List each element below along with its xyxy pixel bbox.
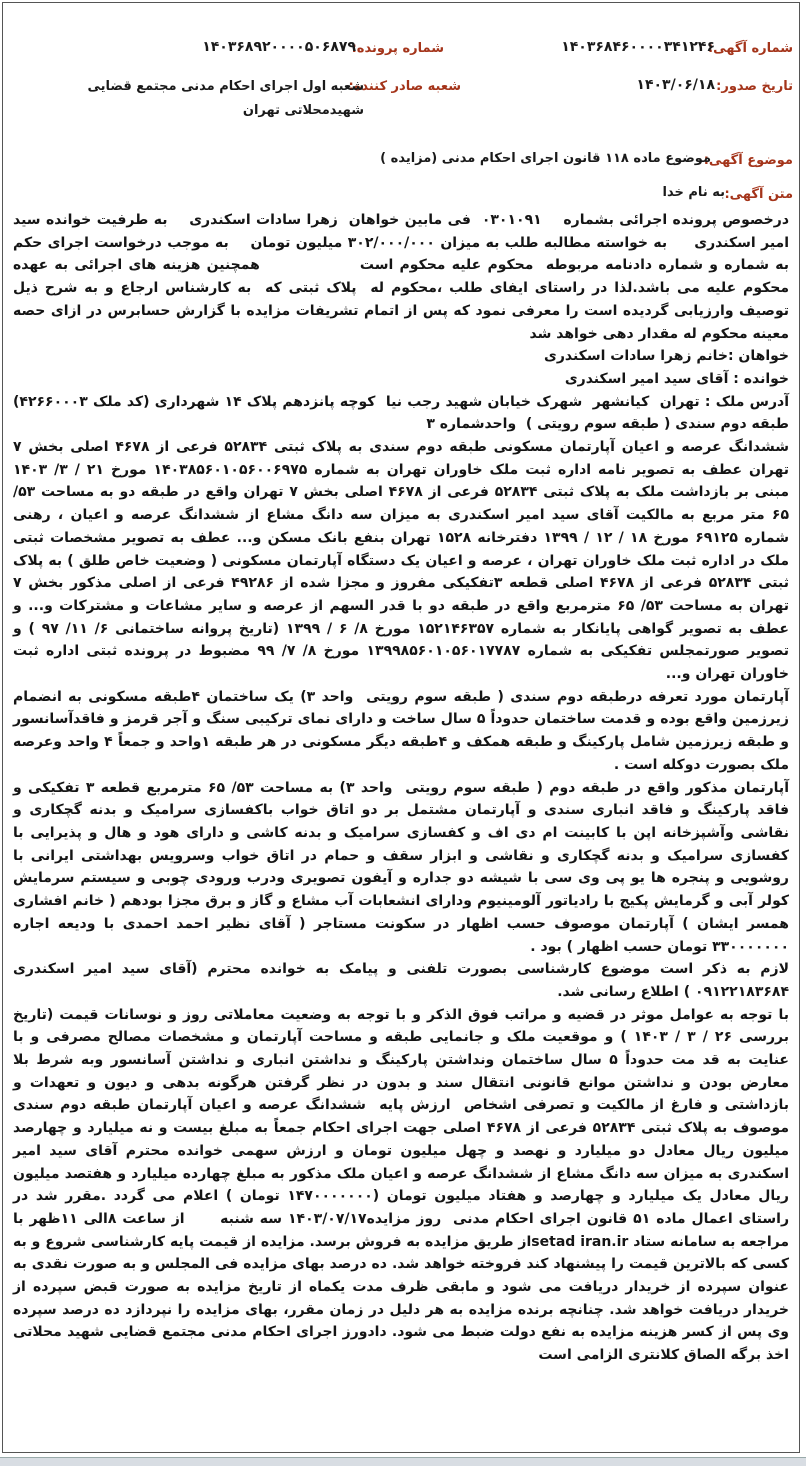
case-number: ۱۴۰۳۶۸۹۲۰۰۰۰۵۰۶۸۷۹ xyxy=(202,39,356,55)
paragraph-address: آدرس ملک : تهران کیانشهر شهرک خیابان شهید رجب نیا کوچه پانزدهم پلاک ۱۴ شهرداری (کد ملک ۴۲۶۶۰۰۰۳) طبقه دوم سندی ( طبقه سوم رویتی ) واحدشماره ۳ xyxy=(8,393,790,433)
issuer-label: شعبه صادر کننده: xyxy=(348,79,461,94)
issue-date-label: تاریخ صدور: xyxy=(716,79,793,94)
issuer-value: شعبه اول اجرای احکام مدنی مجتمع قضایی شهیدمحلاتی تهران xyxy=(87,79,364,118)
subject-value: موضوع ماده ۱۱۸ قانون اجرای احکام مدنی (مزایده ) xyxy=(380,151,711,166)
opening-line: به نام خدا xyxy=(662,185,725,200)
subject-label: موضوع آگهی: xyxy=(703,153,793,168)
paragraph-apartment: آپارتمان مذکور واقع در طبقه دوم ( طبقه سوم رویتی واحد ۳) به مساحت ۵۳/ ۶۵ مترمربع قطعه ۳ تفکیکی و فاقد پارکینگ و فاقد انباری سندی و آپارتمان مشتمل بر دو اتاق خواب باکفسازی سرامیک و بدنه گچکاری و نقاشی وآشپزخانه اپن با کابینت ام دی اف و کفسازی سرامیک و بدنه کاشی و دارای هود و هال و پذیرایی با کفسازی سرامیک و بدنه گچکاری و نقاشی و ابزار سقف و حمام در اتاق خواب وسرویس بهداشتی ایرانی با روشویی و پنجره ها یو پی وی سی با شیشه دو جداره و آیفون تصویری ودرب ورودی چوبی و سیستم سرمایش کولر آبی و گرمایش پکیج با رادیاتور آلومینیوم ودارای انشعابات آب مشاع و گاز و برق مجزا بودهم ( خانم افشاری همسر ایشان ) آپارتمان موصوف حسب اظهار در سکونت مستاجر ( آقای نظیر احمد احمدی با ودیعه اجاره ۳۳۰۰۰۰۰۰۰ تومان حسب اظهار ) بود . xyxy=(8,779,789,955)
document-frame xyxy=(2,2,800,1453)
paragraph-notification: لازم به ذکر است موضوع کارشناسی بصورت تلفنی و پیامک به خوانده محترم (آقای سید امیر اسکندری ۰۹۱۲۲۱۸۳۶۸۴ ) اطلاع رسانی شد. xyxy=(8,961,789,1000)
paragraph-defendant: خوانده : آقای سید امیر اسکندری xyxy=(564,370,789,387)
paragraph-valuation: با توجه به عوامل موثر در قضیه و مراتب فوق الذکر و با توجه به وضعیت معاملاتی روز و نوسانات قیمت (تاریخ بررسی ۲۶ / ۳ / ۱۴۰۳ ) و موقعیت ملک و جانمایی طبقه و مساحت آپارتمان و مشخصات مصالح مصرفی و با عنایت به قد مت حدوداً ۵ سال ساختمان ونداشتن پارکینگ و نداشتن انباری و نداشتن آسانسور وبه شرط بلا معارض بودن و نداشتن موانع قانونی انتقال سند و بدون در نظر گرفتن هرگونه بدهی و دیون و تعهدات و بازداشتی و فارغ از مالکیت و تصرفی اشخاص ارزش پایه ششدانگ عرصه و اعیان آپارتمان طبقه دوم سندی موصوف به پلاک ثبتی ۵۲۸۳۴ فرعی از ۴۶۷۸ اصلی جهت اجرای احکام جمعاً به مبلغ بیست و نه میلیارد و چهارصد میلیون ریال معادل دو میلیارد و نهصد و چهل میلیون تومان و ارزش سهمی خوانده محترم آقای سید امیر اسکندری به میزان سه دانگ مشاع از ششدانگ عرصه و اعیان ملک مذکور به مبلغ چهارده میلیارد و هفتصد میلیون ریال معادل یک میلیارد و چهارصد و هفتاد میلیون تومان (۱۴۷۰۰۰۰۰۰۰ تومان ) اعلام می گردد .مقرر شد در راستای اعمال ماده ۵۱ قانون اجرای احکام مدنی روز مزایده۱۴۰۳/۰۷/۱۷ سه شنبه از ساعت ۸الی ۱۱ظهر با مراجعه به سامانه ستاد setad iran.irاز طریق مزایده به فروش برسد. مزایده از قیمت پایه کارشناسی شروع و به کسی که بالاترین قیمت را پیشنهاد کند فروخته خواهد شد. ده درصد بهای مزایده فی المجلس و به صورت نقدی به عنوان سپرده از خریدار دریافت می شود و مابقی ظرف مدت یکماه از تاریخ مزایده به صورت قبض سپرده از خریدار دریافت خواهد شد. چنانچه برنده مزایده به هر دلیل در زمان مقرر، بهای مزایده را نپردازد ده درصد سپرده وی پس از کسر هزینه مزایده به نفع دولت ضبط می شود. دادورز اجرای احکام مدنی مجتمع قضایی شهید محلاتی اخذ برگه الصاق کلانتری الزامی است xyxy=(8,1006,790,1364)
text-label: متن آگهی: xyxy=(724,187,793,202)
case-number-label: شماره پرونده: xyxy=(351,41,444,56)
paragraph-intro: درخصوص پرونده اجرائی بشماره ۰۳۰۱۰۹۱ فی مابین خواهان زهرا سادات اسکندری به طرفیت خوانده سید امیر اسکندری به خواسته مطالبه طلب به میزان ۳۰۲/۰۰۰/۰۰۰ میلیون تومان به موجب درخواست اجرای حکم به شماره و شماره دادنامه مربوطه محکوم علیه محکوم است همچنین هزینه های اجرائی به عهده محکوم علیه می باشد.لذا در راستای ایفای طلب ،محکوم له پلاک ثبتی که به کارشناس ارجاع و به شرح ذیل توصیف وارزیابی گردیده است را معرفی نمود که پس از اتمام تشریفات مزایده با گزارش حسابرس در ازای حصه معینه محکوم له مقدار دهی خواهد شد xyxy=(8,212,790,342)
paragraph-building: آپارتمان مورد تعرفه درطبقه دوم سندی ( طبقه سوم رویتی واحد ۳) یک ساختمان ۴طبقه مسکونی به انضمام زیرزمین واقع بوده و قدمت ساختمان حدوداً ۵ سال ساخت و دارای نمای ترکیبی سنگ و آجر قرمز و فاقدآسانسور و طبقه زیرزمین شامل پارکینگ و طبقه همکف و ۴طبقه دیگر مسکونی در هر طبقه ۱واحد و جمعاً ۴ واحد وعرصه ملک بصورت دوکله است . xyxy=(8,688,789,773)
notice-body xyxy=(8,209,790,1367)
ad-number: ۱۴۰۳۶۸۴۶۰۰۰۰۳۴۱۲۴۶ xyxy=(561,39,715,55)
ad-number-label: شماره آگهی: xyxy=(707,41,793,56)
paragraph-registry: ششدانگ عرصه و اعیان آپارتمان مسکونی طبقه دوم سندی به پلاک ثبتی ۵۲۸۳۴ فرعی از ۴۶۷۸ اصلی بخش ۷ تهران عطف به تصویر نامه اداره ثبت ملک خاوران تهران به شماره ۱۴۰۳۸۵۶۰۱۰۵۶۰۰۶۹۷۵ مورخ ۲۱ / ۳/ ۱۴۰۳ مبنی بر بازداشت ملک به پلاک ثبتی ۵۲۸۳۴ فرعی از ۴۶۷۸ اصلی بخش ۷ تهران واقع در طبقه دو به مساحت ۵۳/ ۶۵ متر مربع به مالکیت آقای سید امیر اسکندری به میزان سه دانگ مشاع از ششدانگ عرصه و اعیان ، رهنی شماره ۶۹۱۲۵ مورخ ۱۸ / ۱۲ / ۱۳۹۹ دفترخانه ۱۵۲۸ تهران بنفع بانک مسکن و... عطف به تصویر مشخصات ثبتی ملک در اداره ثبت ملک خاوران تهران ، عرصه و اعیان یک دستگاه آپارتمان مسکونی ( وضعیت خاص طلق ) به پلاک ثبتی ۵۲۸۳۴ فرعی از ۴۶۷۸ اصلی قطعه ۳تفکیکی مفروز و مجزا شده از ۴۹۲۸۶ فرعی از اصلی مذکور بخش ۷ تهران به مساحت ۵۳/ ۶۵ مترمربع واقع در طبقه دو با قدر السهم از عرصه و سایر مشاعات و مشترکات و... و عطف به تصویر گواهی پایانکار به شماره ۱۵۲۱۴۶۳۵۷ مورخ ۸/ ۶ / ۱۳۹۹ (تاریخ پروانه ساختمانی ۶/ ۱۱/ ۹۷ ) و تصویر صورتمجلس تفکیکی به شماره ۱۳۹۹۸۵۶۰۱۰۵۶۰۱۷۷۸۷ مورخ ۸/ ۷/ ۹۹ مضبوط در پرونده ثبتی اداره ثبت خاوران تهران و... xyxy=(8,439,790,683)
paragraph-plaintiff: خواهان :خانم زهرا سادات اسکندری xyxy=(543,348,789,365)
issue-date: ۱۴۰۳/۰۶/۱۸ xyxy=(636,77,715,93)
